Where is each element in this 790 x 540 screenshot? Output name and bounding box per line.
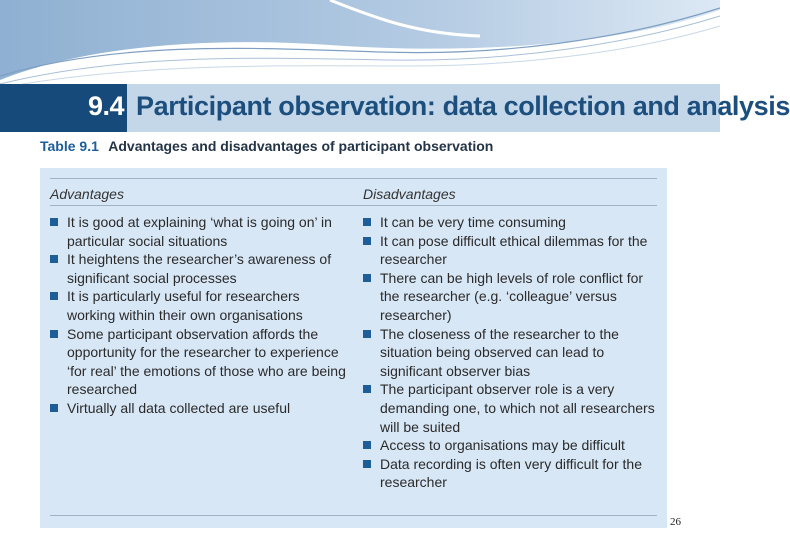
disadvantage-item <box>363 213 659 232</box>
disadvantage-item <box>363 455 659 492</box>
square-bullet-icon <box>50 218 58 226</box>
square-bullet-icon <box>50 404 58 412</box>
header-wave-decoration <box>0 0 720 90</box>
disadvantage-item <box>363 436 659 455</box>
disadvantage-text: Access to organisations may be difficult <box>380 437 625 454</box>
disadvantage-item <box>363 325 659 381</box>
advantage-text: Virtually all data collected are useful <box>67 399 291 416</box>
advantage-item <box>50 250 350 287</box>
square-bullet-icon <box>363 330 371 338</box>
disadvantage-text: It can pose difficult ethical dilemmas for the researcher <box>380 232 648 268</box>
square-bullet-icon <box>363 274 371 282</box>
square-bullet-icon <box>363 237 371 245</box>
disadvantages-heading: Disadvantages <box>363 186 456 202</box>
square-bullet-icon <box>363 441 371 449</box>
disadvantage-text: It can be very time consuming <box>380 214 566 230</box>
table-title: Advantages and disadvantages of participant observation <box>108 138 494 154</box>
square-bullet-icon <box>363 460 371 468</box>
disadvantages-list <box>363 213 659 492</box>
advantage-text: It is particularly useful for researchers working within their own organisations <box>67 288 303 323</box>
advantage-item <box>50 325 350 399</box>
disadvantage-item <box>363 269 659 325</box>
advantage-text: Some participant observation affords the opportunity for the researcher to experience ‘for real’ the emotions of those who are being researched <box>67 325 346 398</box>
disadvantage-text: There can be high levels of role conflict for the researcher (e.g. ‘colleague’ versus researcher) <box>380 269 644 323</box>
square-bullet-icon <box>50 292 58 300</box>
disadvantage-item <box>363 380 659 436</box>
table-bottom-rule <box>50 515 657 516</box>
page-number: 26 <box>670 516 681 528</box>
table-caption <box>40 138 493 154</box>
advantages-list <box>50 213 350 418</box>
square-bullet-icon <box>363 385 371 393</box>
section-title: Participant observation: data collection and analysis <box>136 91 790 121</box>
advantage-text: It is good at explaining ‘what is going on’ in particular social situations <box>67 214 332 249</box>
advantages-heading: Advantages <box>50 186 124 202</box>
table-header-rule <box>50 205 657 206</box>
table-top-rule <box>50 178 657 179</box>
section-number: 9.4 <box>88 91 125 121</box>
disadvantage-text: The participant observer role is a very demanding one, to which not all researchers will be suited <box>380 381 655 435</box>
square-bullet-icon <box>50 255 58 263</box>
disadvantage-text: The closeness of the researcher to the situation being observed can lead to significant observer bias <box>380 325 619 379</box>
disadvantage-text: Data recording is often very difficult for the researcher <box>380 455 642 491</box>
advantage-item <box>50 213 350 250</box>
comparison-table <box>40 168 667 528</box>
advantage-item <box>50 287 350 324</box>
square-bullet-icon <box>363 218 371 226</box>
square-bullet-icon <box>50 330 58 338</box>
advantage-item <box>50 399 350 418</box>
advantage-text: It heightens the researcher’s awareness of significant social processes <box>67 251 332 286</box>
table-number: Table 9.1 <box>40 138 99 154</box>
disadvantage-item <box>363 232 659 269</box>
